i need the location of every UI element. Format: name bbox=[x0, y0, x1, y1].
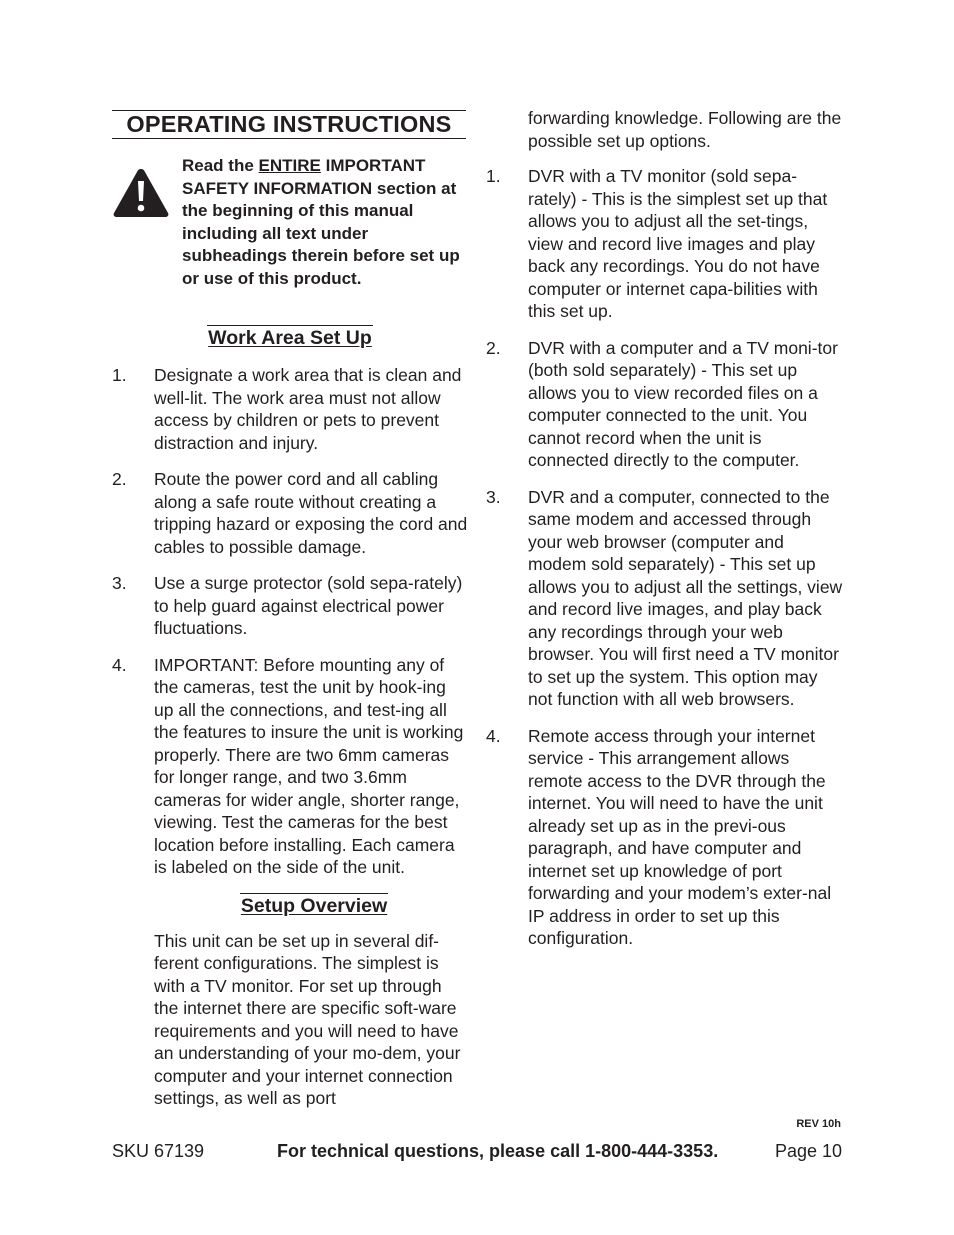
setup-overview-paragraph: This unit can be set up in several dif-ferent configurations. The simplest is with a TV monitor. For set up through the internet there are specific soft-ware requirements and you will need to have an understanding of your mo-dem, your computer and your internet connection settings, as well as port bbox=[154, 930, 461, 1108]
warning-triangle-icon bbox=[112, 167, 170, 219]
page-title: OPERATING INSTRUCTIONS bbox=[112, 110, 466, 139]
warning-text: Read the ENTIRE IMPORTANT SAFETY INFORMATION section at the beginning of this manual including all text under subheadings therein before set up or use of this product. bbox=[182, 156, 460, 288]
list-item: 2. DVR with a computer and a TV moni-tor (both sold separately) - This set up allows you to view recorded files on a computer connected to the unit. You cannot record when the unit is connected directly to the computer. bbox=[486, 337, 838, 470]
section-heading-setup-overview: Setup Overview bbox=[240, 894, 388, 917]
page-number: Page 10 bbox=[774, 1141, 842, 1161]
warning-emphasis: ENTIRE bbox=[258, 156, 321, 175]
left-column bbox=[112, 110, 468, 1110]
setup-overview-continuation: forwarding knowledge. Following are the possible set up options. bbox=[528, 108, 842, 151]
work-area-list bbox=[112, 364, 468, 879]
list-item: 1. Designate a work area that is clean and well-lit. The work area must not allow access by children or pets to prevent distraction and injury. bbox=[112, 365, 462, 453]
sku-number: SKU 67139 bbox=[112, 1141, 205, 1161]
list-item: 3. Use a surge protector (sold sepa-rately) to help guard against electrical power fluctuations. bbox=[112, 573, 463, 638]
list-item: 3. DVR and a computer, connected to the same modem and accessed through your web browser (computer and modem sold separately) - This set up allows you to adjust all the settings, view and record live images, and play back any recordings through your web browser. You will first need a TV monitor to set up the system. This option may not function with all web browsers. bbox=[486, 486, 843, 709]
revision-label: REV 10h bbox=[796, 1118, 841, 1130]
list-item: 4. Remote access through your internet service - This arrangement allows remote access to the DVR through the internet. You will need to have the unit already set up as in the previ-ous paragraph, and have computer and internet set up knowledge of port forwarding and your modem’s exter-nal IP address in order to set up this configuration. bbox=[486, 725, 832, 948]
safety-warning bbox=[112, 155, 468, 289]
support-phone-text: For technical questions, please call 1-800-444-3353. bbox=[277, 1141, 719, 1161]
list-item: 2. Route the power cord and all cabling along a safe route without creating a tripping hazard or exposing the cord and cables to possible damage. bbox=[112, 469, 468, 557]
setup-options-list bbox=[486, 165, 844, 950]
section-heading-work-area: Work Area Set Up bbox=[208, 327, 372, 349]
list-item: 1. DVR with a TV monitor (sold sepa-rately) - This is the simplest set up that allows you to adjust all the set-tings, view and record live images and play back any recordings. You do not have computer or internet capa-bilities with this set up. bbox=[486, 166, 828, 321]
list-item: 4. IMPORTANT: Before mounting any of the cameras, test the unit by hook-ing up all the connections, and test-ing all the features to insure the unit is working properly. There are two 6mm cameras for longer range, and two 3.6mm cameras for wider angle, shorter range, viewing. Test the cameras for the best location before installing. Each camera is labeled on the side of the unit. bbox=[112, 654, 464, 877]
right-column bbox=[486, 107, 844, 964]
